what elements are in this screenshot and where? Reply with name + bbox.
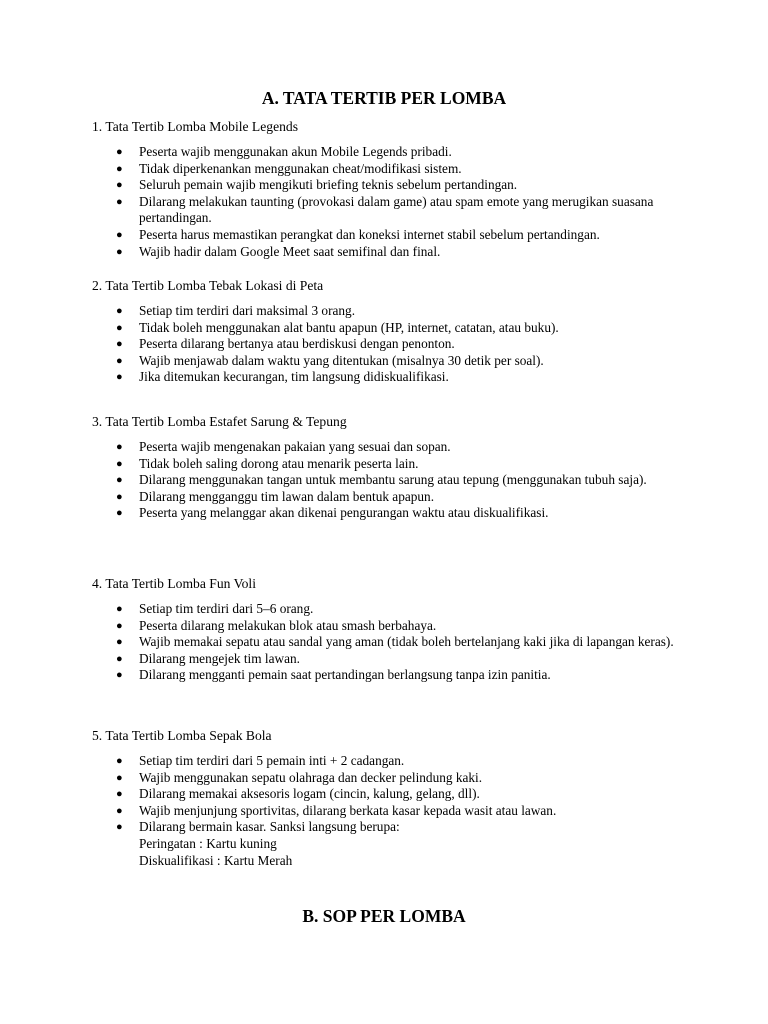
sanction-red-card: Diskualifikasi : Kartu Merah [139,852,293,868]
rule-list [92,144,692,260]
rule-text: Peserta harus memastikan perangkat dan koneksi internet stabil sebelum pertandingan. [139,226,600,242]
rule-text: Wajib menjawab dalam waktu yang ditentukan (misalnya 30 detik per soal). [139,352,544,368]
list-item [92,803,679,820]
list-item [92,177,679,194]
bullet-icon: ● [116,146,123,158]
section-title: 3. Tata Tertib Lomba Estafet Sarung & Tepung [92,414,347,429]
section-sepak-bola [92,727,692,869]
section-mobile-legends [92,118,692,260]
bullet-icon: ● [116,179,123,192]
bullet-icon: ● [116,354,123,367]
rule-list [92,303,692,386]
list-item [92,505,679,522]
list-item [92,651,679,668]
bullet-icon: ● [116,669,123,682]
bullet-icon: ● [116,636,123,649]
list-item [92,336,679,353]
section-title: 4. Tata Tertib Lomba Fun Voli [92,576,256,591]
list-item [92,634,679,651]
rule-text: Tidak diperkenankan menggunakan cheat/modifikasi sistem. [139,160,462,176]
sanction-yellow-card: Peringatan : Kartu kuning [139,835,277,851]
rule-list [92,753,692,869]
rule-text: Wajib menggunakan sepatu olahraga dan decker pelindung kaki. [139,769,483,785]
list-item [92,194,679,227]
bullet-icon: ● [116,474,123,487]
bullet-icon: ● [116,821,123,834]
rule-text: Jika ditemukan kecurangan, tim langsung didiskualifikasi. [139,369,449,385]
rule-text: Dilarang mengejek tim lawan. [139,650,300,666]
bullet-icon: ● [116,305,123,317]
bullet-icon: ● [116,321,123,334]
rule-text: Peserta wajib menggunakan akun Mobile Legends pribadi. [139,144,452,159]
section-tebak-lokasi [92,277,692,386]
section-title: 5. Tata Tertib Lomba Sepak Bola [92,728,272,743]
list-item [92,819,679,869]
rule-text: Peserta dilarang melakukan blok atau smash berbahaya. [139,617,437,633]
bullet-icon: ● [116,652,123,665]
rule-text: Dilarang mengganti pemain saat pertandingan berlangsung tanpa izin panitia. [139,667,551,683]
list-item [92,667,679,684]
rule-text: Tidak boleh saling dorong atau menarik peserta lain. [139,455,419,471]
list-item [92,472,679,489]
bullet-icon: ● [116,457,123,470]
list-item [92,244,679,261]
heading-tata-tertib: A. TATA TERTIB PER LOMBA [261,88,507,108]
bullet-icon: ● [116,490,123,503]
rule-list [92,601,692,684]
bullet-icon: ● [116,771,123,784]
list-item [92,320,679,337]
rule-list [92,439,692,522]
rule-text: Peserta yang melanggar akan dikenai pengurangan waktu atau diskualifikasi. [139,505,549,521]
list-item [92,456,679,473]
rule-text: Wajib memakai sepatu atau sandal yang aman (tidak boleh bertelanjang kaki jika di lapangan keras). [139,634,674,650]
list-item [92,303,679,320]
bullet-icon: ● [116,788,123,801]
list-item [92,753,679,770]
list-item [92,601,679,618]
rule-text: Dilarang bermain kasar. Sanksi langsung berupa: [139,819,400,835]
bullet-icon: ● [116,507,123,520]
section-fun-voli [92,575,692,684]
list-item [92,618,679,635]
rule-text: Wajib menjunjung sportivitas, dilarang berkata kasar kepada wasit atau lawan. [139,802,557,818]
bullet-icon: ● [116,755,123,767]
rule-text: Seluruh pemain wajib mengikuti briefing teknis sebelum pertandingan. [139,177,518,193]
rule-text: Peserta wajib mengenakan pakaian yang sesuai dan sopan. [139,439,451,454]
list-item [92,489,679,506]
rule-text: Dilarang menggunakan tangan untuk membantu sarung atau tepung (menggunakan tubuh saja). [139,472,647,488]
list-item [92,227,679,244]
list-item [92,439,679,456]
bullet-icon: ● [116,371,123,384]
rule-text: Setiap tim terdiri dari 5 pemain inti + 2 cadangan. [139,753,405,768]
bullet-icon: ● [116,162,123,175]
list-item [92,353,679,370]
rule-text: Dilarang memakai aksesoris logam (cincin, kalung, gelang, dll). [139,786,480,802]
section-title: 1. Tata Tertib Lomba Mobile Legends [92,119,298,134]
rule-text: Wajib hadir dalam Google Meet saat semifinal dan final. [139,243,441,259]
bullet-icon: ● [116,338,123,351]
bullet-icon: ● [116,195,123,208]
list-item [92,369,679,386]
rule-text: Dilarang mengganggu tim lawan dalam bentuk apapun. [139,488,435,504]
rule-text: Setiap tim terdiri dari maksimal 3 orang. [139,303,356,318]
bullet-icon: ● [116,228,123,241]
bullet-icon: ● [116,245,123,258]
rule-text: Setiap tim terdiri dari 5–6 orang. [139,601,314,616]
section-title: 2. Tata Tertib Lomba Tebak Lokasi di Peta [92,278,324,293]
rule-text: Dilarang melakukan taunting (provokasi dalam game) atau spam emote yang merugikan suasana pertandingan. [139,193,654,226]
list-item [92,770,679,787]
rule-text: Tidak boleh menggunakan alat bantu apapun (HP, internet, catatan, atau buku). [139,319,559,335]
rule-text: Peserta dilarang bertanya atau berdiskusi dengan penonton. [139,336,455,352]
list-item [92,161,679,178]
list-item [92,786,679,803]
section-estafet-sarung [92,413,692,522]
bullet-icon: ● [116,804,123,817]
bullet-icon: ● [116,441,123,453]
heading-sop: B. SOP PER LOMBA [302,906,466,926]
bullet-icon: ● [116,619,123,632]
list-item [92,144,679,161]
bullet-icon: ● [116,603,123,615]
